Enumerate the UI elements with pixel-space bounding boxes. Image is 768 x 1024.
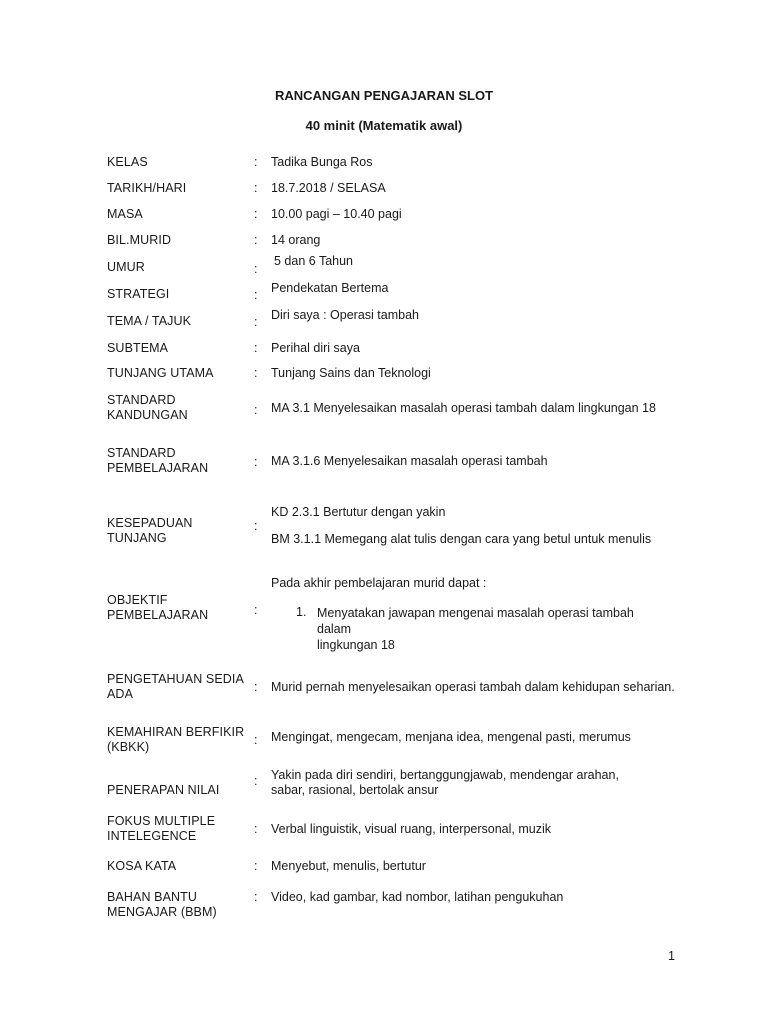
field-label: TUNJANG UTAMA bbox=[107, 366, 214, 380]
field-label: PENERAPAN NILAI bbox=[107, 783, 220, 797]
colon-separator: : bbox=[254, 859, 258, 873]
field-value: 18.7.2018 / SELASA bbox=[271, 181, 386, 195]
colon-separator: : bbox=[254, 341, 258, 355]
colon-separator: : bbox=[254, 519, 258, 533]
field-value: Murid pernah menyelesaikan operasi tambah dalam kehidupan seharian. bbox=[271, 680, 675, 694]
colon-separator: : bbox=[254, 207, 258, 221]
field-label: KELAS bbox=[107, 155, 148, 169]
field-label: FOKUS MULTIPLE INTELEGENCE bbox=[107, 814, 216, 843]
objective-intro: Pada akhir pembelajaran murid dapat : bbox=[271, 576, 487, 590]
field-value: 14 orang bbox=[271, 233, 321, 247]
field-label: KOSA KATA bbox=[107, 859, 177, 873]
colon-separator: : bbox=[254, 774, 258, 788]
field-value: Perihal diri saya bbox=[271, 341, 360, 355]
field-label: PENGETAHUAN SEDIA ADA bbox=[107, 672, 244, 701]
field-label: TEMA / TAJUK bbox=[107, 314, 192, 328]
colon-separator: : bbox=[254, 181, 258, 195]
field-value: Pendekatan Bertema bbox=[271, 281, 389, 295]
colon-separator: : bbox=[254, 603, 258, 617]
colon-separator: : bbox=[254, 455, 258, 469]
field-label: TARIKH/HARI bbox=[107, 181, 187, 195]
colon-separator: : bbox=[254, 822, 258, 836]
field-label: BAHAN BANTU MENGAJAR (BBM) bbox=[107, 890, 217, 919]
field-value: Diri saya : Operasi tambah bbox=[271, 308, 419, 322]
field-value: MA 3.1 Menyelesaikan masalah operasi tambah dalam lingkungan 18 bbox=[271, 401, 656, 415]
field-value: 10.00 pagi – 10.40 pagi bbox=[271, 207, 402, 221]
field-label: MASA bbox=[107, 207, 143, 221]
field-value: MA 3.1.6 Menyelesaikan masalah operasi tambah bbox=[271, 454, 548, 468]
objective-item-number: 1. bbox=[296, 605, 307, 619]
field-value: Tadika Bunga Ros bbox=[271, 155, 373, 169]
colon-separator: : bbox=[254, 733, 258, 747]
field-label: KESEPADUAN TUNJANG bbox=[107, 516, 193, 545]
field-value: Mengingat, mengecam, menjana idea, mengenal pasti, merumus bbox=[271, 730, 631, 744]
field-label: STANDARD KANDUNGAN bbox=[107, 393, 188, 422]
colon-separator: : bbox=[254, 155, 258, 169]
colon-separator: : bbox=[254, 233, 258, 247]
page-number: 1 bbox=[668, 949, 675, 963]
colon-separator: : bbox=[254, 288, 258, 302]
field-value: Video, kad gambar, kad nombor, latihan pengukuhan bbox=[271, 890, 564, 904]
field-label: STANDARD PEMBELAJARAN bbox=[107, 446, 209, 475]
objective-item-text: Menyatakan jawapan mengenai masalah operasi tambah dalam lingkungan 18 bbox=[317, 606, 634, 652]
field-value: Menyebut, menulis, bertutur bbox=[271, 859, 426, 873]
field-value: Verbal linguistik, visual ruang, interpersonal, muzik bbox=[271, 822, 551, 836]
field-value: Yakin pada diri sendiri, bertanggungjawab, mendengar arahan, sabar, rasional, bertolak ansur bbox=[271, 768, 619, 797]
field-label: SUBTEMA bbox=[107, 341, 169, 355]
field-label: BIL.MURID bbox=[107, 233, 172, 247]
field-value: 5 dan 6 Tahun bbox=[274, 254, 354, 268]
document-title: RANCANGAN PENGAJARAN SLOT bbox=[274, 88, 494, 103]
field-label: KEMAHIRAN BERFIKIR (KBKK) bbox=[107, 725, 245, 754]
field-label: UMUR bbox=[107, 260, 145, 274]
colon-separator: : bbox=[254, 366, 258, 380]
field-label: OBJEKTIF PEMBELAJARAN bbox=[107, 593, 209, 622]
document-subtitle: 40 minit (Matematik awal) bbox=[305, 118, 463, 133]
colon-separator: : bbox=[254, 890, 258, 904]
field-value: KD 2.3.1 Bertutur dengan yakin BM 3.1.1 Memegang alat tulis dengan cara yang betul untuk menulis bbox=[271, 505, 652, 546]
field-label: STRATEGI bbox=[107, 287, 170, 301]
colon-separator: : bbox=[254, 680, 258, 694]
colon-separator: : bbox=[254, 315, 258, 329]
colon-separator: : bbox=[254, 403, 258, 417]
colon-separator: : bbox=[254, 262, 258, 276]
field-value: Tunjang Sains dan Teknologi bbox=[271, 366, 431, 380]
